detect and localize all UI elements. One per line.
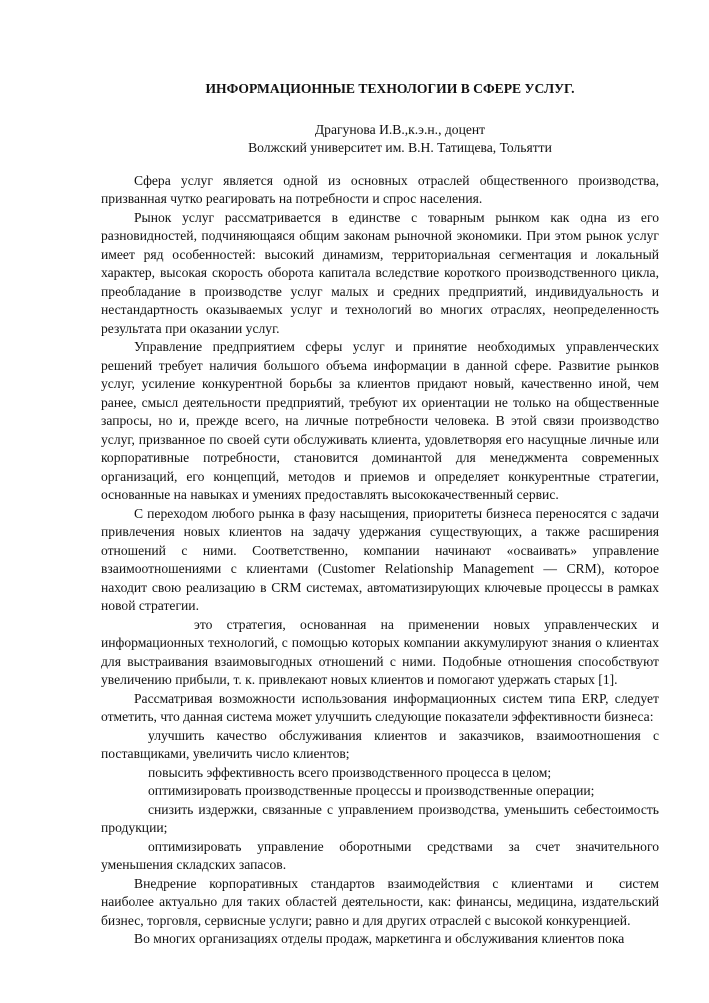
list-item: снизить издержки, связанные с управлением производства, уменьшить себестоимость продукции; (101, 801, 659, 835)
list-item: улучшить качество обслуживания клиентов и заказчиков, взаимоотношения с поставщиками, увеличить число клиентов; (101, 727, 659, 761)
list-item: оптимизировать производственные процессы и производственные операции; (148, 783, 595, 798)
document-page (101, 80, 659, 949)
paragraph-5-text: это стратегия, основанная на применении новых управленческих и информационных технологий, с помощью которых компании аккумулируют знания о клиентах для выстраивания взаимовыгодных отношений с ними. Подобные отношения способствуют увеличению прибыли, т. к. привлекают новых клиентов и помогают удержать старых [1]. (101, 616, 659, 687)
list-item: повысить эффективность всего производственного процесса в целом; (148, 764, 552, 780)
paragraph-3: Управление предприятием сферы услуг и принятие необходимых управленческих решений требует наличия большого объема информации в данной сфере. Развитие рынков услуг, усиление конкурентной борьбы за клиентов придают новый, качественно иной, чем ранее, смысл деятельности предприятий, требуют их ориентации не только на общественные запросы, но и, прежде всего, на личные потребности человека. В этой связи производство услуг, призванное по своей сути обслуживать клиента, удовлетворяя его насущные личные или корпоративные потребности, становится доминантой для менеджмента современных организаций, его концепций, методов и приемов и определяет конкурентные стратегии, основанные на навыках и умениях предоставлять высококачественный сервис. (101, 339, 659, 502)
paragraph-4: С переходом любого рынка в фазу насыщения, приоритеты бизнеса переносятся с задачи привлечения новых клиентов на задачу удержания существующих, а также расширения отношений с ними. Соответственно, компании начинают «осваивать» управление взаимоотношениями с клиентами (Customer Relationship Management — CRM), которое находит свою реализацию в CRM системах, автоматизирующих ключевые процессы в рамках новой стратегии. (101, 505, 659, 613)
author-line: Драгунова И.В.,к.э.н., доцент (314, 121, 486, 137)
paragraph-1: Сфера услуг является одной из основных отраслей общественного производства, призванная чутко реагировать на потребности и спрос населения. (101, 172, 659, 206)
paragraph-5 (101, 616, 659, 690)
paragraph-6: Рассматривая возможности использования информационных систем типа ERP, следует отметить, что данная система может улучшить следующие показатели эффективности бизнеса: (101, 690, 659, 724)
paragraph-2: Рынок услуг рассматривается в единстве с товарным рынком как одна из его разновидностей, подчиняющаяся общим законам рыночной экономики. При этом рынок услуг имеет ряд особенностей: высокий динамизм, территориальная сегментация и локальный характер, высокая скорость оборота капитала вследствие короткого производственного цикла, преобладание в производстве услуг малых и средних предприятий, индивидуальность и нестандартность оказываемых услуг и технологий во многих отраслях, неопределенность результата при оказании услуг. (101, 209, 659, 336)
list-item: оптимизировать управление оборотными средствами за счет значительного уменьшения складских запасов. (101, 838, 659, 872)
paragraph-7-rest: систем наиболее актуально для таких областей деятельности, как: финансы, медицина, издательский бизнес, торговля, сервисные услуги; равно и для других отраслей с высокой конкуренцией. (101, 875, 659, 928)
document-title: ИНФОРМАЦИОННЫЕ ТЕХНОЛОГИИ В СФЕРЕ УСЛУГ. (205, 81, 575, 96)
paragraph-8: Во многих организациях отделы продаж, маркетинга и обслуживания клиентов пока (134, 931, 625, 946)
paragraph-7 (101, 875, 659, 931)
affiliation-line: Волжский университет им. В.Н. Татищева, Тольятти (248, 140, 552, 155)
paragraph-7-start: Внедрение корпоративных стандартов взаимодействия с клиентами и (134, 875, 594, 891)
